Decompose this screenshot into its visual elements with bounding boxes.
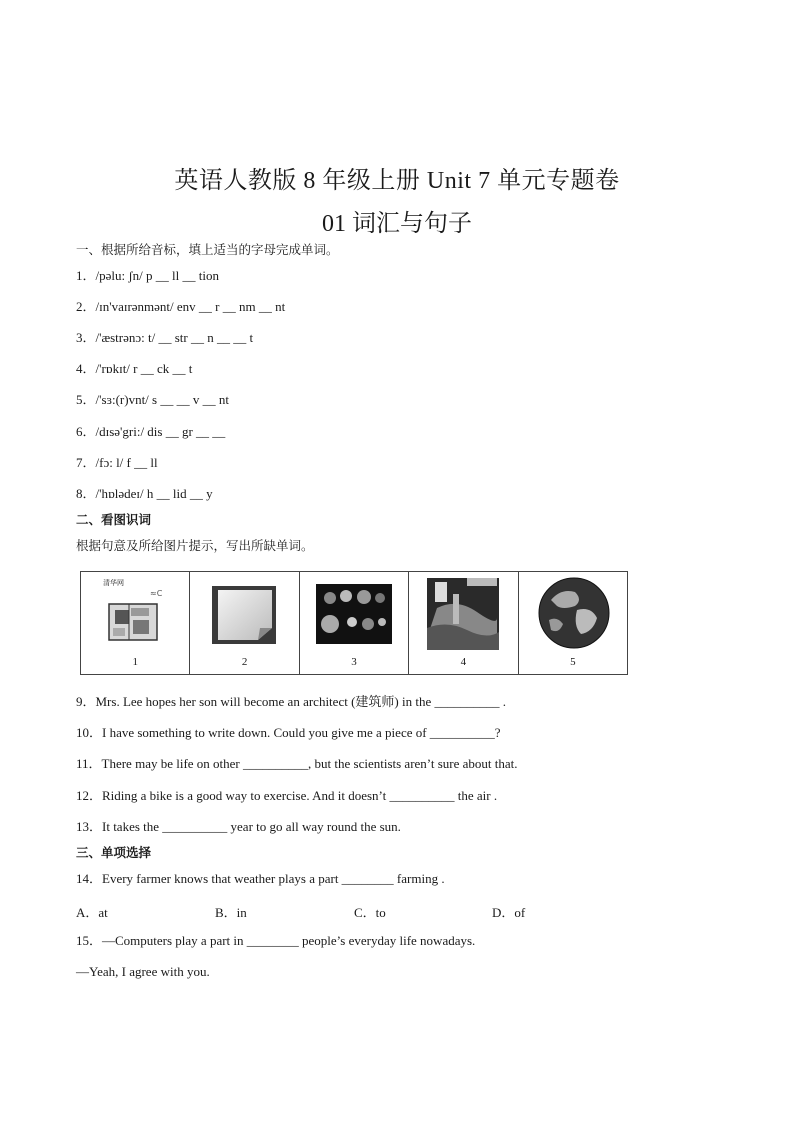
planets-icon <box>316 584 392 644</box>
q14-option-c: C．to <box>354 905 386 920</box>
question-10: 10．I have something to write down. Could you give me a piece of __________? <box>76 725 501 740</box>
question-12: 12．Riding a bike is a good way to exercise. And it doesn’t __________ the air . <box>76 788 498 803</box>
picture-label-2: 2 <box>241 656 248 668</box>
pollution-icon <box>427 578 499 650</box>
picture-1-caption: 清华网 <box>103 579 124 587</box>
section2-heading: 二、看图识词 <box>76 512 152 527</box>
question-6: 6．/dɪsə'gri:/ dis __ gr __ __ <box>76 424 226 439</box>
page-subtitle: 01 词汇与句子 <box>322 211 472 237</box>
picture-label-4: 4 <box>460 656 467 668</box>
picture-5-earth <box>519 572 627 674</box>
question-3: 3．/'æstrənɔ: t/ __ str __ n __ __ t <box>76 330 254 345</box>
picture-strip <box>80 571 628 675</box>
picture-4-pollution <box>409 572 518 674</box>
question-14: 14．Every farmer knows that weather plays a part ________ farming . <box>76 871 445 886</box>
question-4: 4．/'rɒkɪt/ r __ ck __ t <box>76 361 193 376</box>
section2-instruction: 根据句意及所给图片提示，写出所缺单词。 <box>76 538 314 553</box>
picture-label-1: 1 <box>132 656 138 668</box>
q14-option-b: B．in <box>215 905 247 920</box>
picture-label-3: 3 <box>351 656 357 668</box>
question-1: 1．/pəlu: ʃn/ p __ ll __ tion <box>76 268 219 283</box>
picture-label-5: 5 <box>570 656 576 668</box>
question-13: 13．It takes the __________ year to go all way round the sun. <box>76 819 401 834</box>
floorplan-icon <box>95 586 175 648</box>
question-11: 11．There may be life on other __________, but the scientists aren’t sure about that. <box>76 756 518 771</box>
question-15-reply: —Yeah, I agree with you. <box>76 964 210 979</box>
paper-icon <box>208 582 280 648</box>
earth-icon <box>537 576 611 650</box>
q14-option-d: D．of <box>492 905 526 920</box>
section3-heading: 三、单项选择 <box>76 845 152 860</box>
question-7: 7．/fɔ: l/ f __ ll <box>76 455 158 470</box>
question-5: 5．/'sɜ:(r)vnt/ s __ __ v __ nt <box>76 392 229 407</box>
question-9: 9．Mrs. Lee hopes her son will become an architect (建筑师) in the __________ . <box>76 694 506 709</box>
section1-heading: 一、根据所给音标，填上适当的字母完成单词。 <box>76 242 339 257</box>
q14-option-a: A．at <box>76 905 108 920</box>
svg-text:≈C: ≈C <box>150 589 163 598</box>
picture-3-planets <box>300 572 409 674</box>
picture-2-paper <box>190 572 299 674</box>
question-8: 8．/'hɒlədeɪ/ h __ lid __ y <box>76 486 213 501</box>
page-title: 英语人教版 8 年级上册 Unit 7 单元专题卷 <box>174 168 620 194</box>
question-15: 15．—Computers play a part in ________ people’s everyday life nowadays. <box>76 933 476 948</box>
question-2: 2．/ɪn'vaɪrənmənt/ env __ r __ nm __ nt <box>76 299 286 314</box>
picture-1-floorplan <box>81 572 190 674</box>
